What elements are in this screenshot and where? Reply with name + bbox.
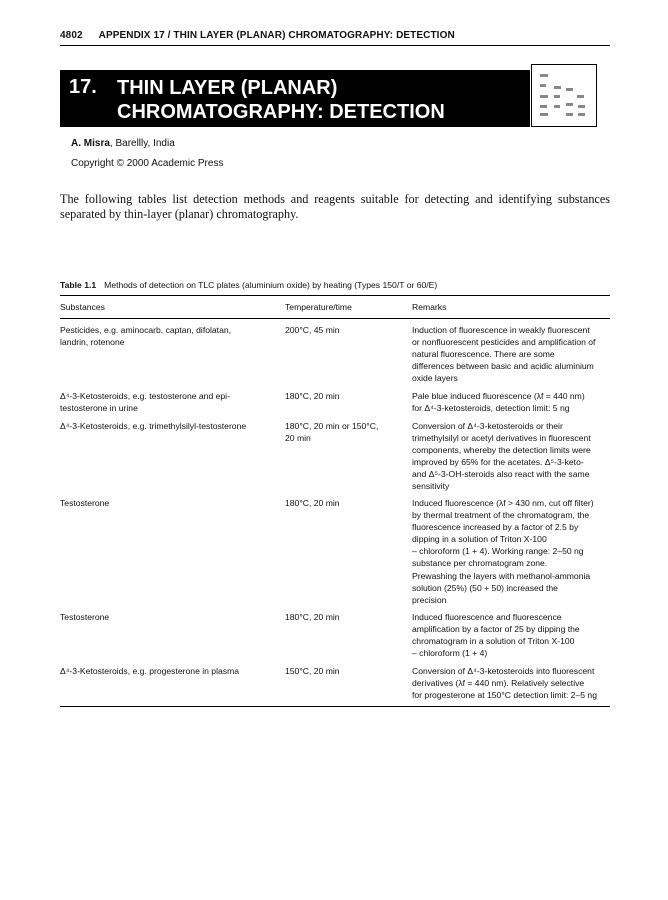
temperature-cell bbox=[285, 497, 403, 509]
cell-line: 180°C, 20 min bbox=[285, 498, 340, 508]
substance-cell bbox=[60, 324, 275, 348]
author-name: A. Misra bbox=[71, 138, 110, 149]
cell-line: components, whereby the detection limits were bbox=[412, 445, 591, 456]
temperature-cell bbox=[285, 390, 403, 402]
column-header-temperature: Temperature/time bbox=[285, 302, 352, 312]
cell-line: Δ⁴-3-Ketosteroids, e.g. trimethylsilyl-testosterone bbox=[60, 421, 247, 431]
cell-line: fluorescence increased by a factor of 2.5 by bbox=[412, 522, 579, 533]
copyright: Copyright © 2000 Academic Press bbox=[71, 158, 224, 169]
temperature-cell bbox=[285, 611, 403, 623]
cell-line: testosterone in urine bbox=[60, 403, 138, 414]
cell-line: 180°C, 20 min bbox=[285, 391, 340, 401]
cell-line: chromatogram in a solution of Triton X-100 bbox=[412, 636, 575, 647]
table-header-rule bbox=[60, 318, 610, 319]
cell-line: Δ⁴-3-Ketosteroids, e.g. testosterone and epi- bbox=[60, 391, 230, 401]
chapter-title-line-2: CHROMATOGRAPHY: DETECTION bbox=[117, 101, 445, 123]
remarks-cell bbox=[412, 497, 610, 606]
cell-line: 20 min bbox=[285, 433, 311, 444]
tlc-plate-icon bbox=[531, 64, 597, 127]
temperature-cell bbox=[285, 420, 403, 444]
cell-line: solution (25%) (50 + 50) increased the bbox=[412, 582, 558, 593]
chapter-number: 17. bbox=[69, 76, 97, 98]
cell-line: landrin, rotenone bbox=[60, 337, 125, 348]
remarks-cell bbox=[412, 611, 610, 659]
cell-line: derivatives (λf = 440 nm). Relatively selective bbox=[412, 678, 585, 689]
table-top-rule bbox=[60, 295, 610, 296]
cell-line: or nonfluorescent pesticides and amplification of bbox=[412, 337, 596, 348]
cell-line: Pale blue induced fluorescence (λf = 440 nm) bbox=[412, 391, 585, 401]
cell-line: oxide layers bbox=[412, 373, 458, 384]
cell-line: 180°C, 20 min or 150°C, bbox=[285, 421, 379, 431]
chapter-title-line-1: THIN LAYER (PLANAR) bbox=[117, 77, 338, 99]
cell-line: for Δ⁴-3-ketosteroids, detection limit: 5 ng bbox=[412, 403, 570, 414]
column-header-remarks: Remarks bbox=[412, 302, 447, 312]
cell-line: Testosterone bbox=[60, 498, 110, 508]
substance-cell bbox=[60, 420, 275, 432]
page-number: 4802 bbox=[60, 30, 83, 41]
cell-line: 180°C, 20 min bbox=[285, 612, 340, 622]
remarks-cell bbox=[412, 665, 610, 701]
column-header-substances: Substances bbox=[60, 302, 105, 312]
cell-line: Prewashing the layers with methanol-ammonia bbox=[412, 570, 591, 581]
cell-line: improved by 65% for the acetates. Δ⁵-3-keto- bbox=[412, 457, 584, 468]
running-title: APPENDIX 17 / THIN LAYER (PLANAR) CHROMATOGRAPHY: DETECTION bbox=[98, 30, 455, 41]
cell-line: and Δ⁵-3-OH-steroids also react with the same bbox=[412, 469, 590, 480]
cell-line: Conversion of Δ⁴-3-ketosteroids into fluorescent bbox=[412, 666, 595, 676]
cell-line: 200°C, 45 min bbox=[285, 325, 340, 335]
cell-line: precision bbox=[412, 594, 447, 605]
chapter-title bbox=[117, 76, 527, 124]
cell-line: Induced fluorescence and fluorescence bbox=[412, 612, 562, 622]
substance-cell bbox=[60, 390, 275, 414]
temperature-cell bbox=[285, 324, 403, 336]
running-head bbox=[60, 30, 610, 41]
table-bottom-rule bbox=[60, 706, 610, 707]
remarks-cell bbox=[412, 390, 610, 414]
chapter-title-band bbox=[60, 70, 530, 127]
cell-line: Induced fluorescence (λf > 430 nm, cut off filter) bbox=[412, 498, 594, 508]
table-caption-text: Methods of detection on TLC plates (aluminium oxide) by heating (Types 150/T or 60/E) bbox=[104, 280, 438, 290]
cell-line: sensitivity bbox=[412, 481, 450, 492]
intro-paragraph: The following tables list detection methods and reagents suitable for detecting and identifying substances separated by thin-layer (planar) chromatography. bbox=[60, 192, 610, 221]
cell-line: trimethylsilyl or acetyl derivatives in fluorescent bbox=[412, 433, 591, 444]
cell-line: Δ⁴-3-Ketosteroids, e.g. progesterone in plasma bbox=[60, 666, 240, 676]
remarks-cell bbox=[412, 324, 610, 384]
temperature-cell bbox=[285, 665, 403, 677]
table-caption bbox=[60, 280, 610, 290]
table-label: Table 1.1 bbox=[60, 280, 97, 290]
cell-line: differences between basic and acidic aluminium bbox=[412, 361, 594, 372]
cell-line: amplification by a factor of 25 by dipping the bbox=[412, 624, 580, 635]
substance-cell bbox=[60, 665, 275, 677]
cell-line: 150°C, 20 min bbox=[285, 666, 340, 676]
cell-line: natural fluorescence. There are some bbox=[412, 349, 555, 360]
cell-line: dipping in a solution of Triton X-100 bbox=[412, 534, 547, 545]
substance-cell bbox=[60, 611, 275, 623]
cell-line: Induction of fluorescence in weakly fluorescent bbox=[412, 325, 590, 335]
cell-line: for progesterone at 150°C detection limit: 2–5 ng bbox=[412, 690, 597, 701]
cell-line: Conversion of Δ⁴-3-ketosteroids or their bbox=[412, 421, 563, 431]
author-line bbox=[71, 138, 175, 149]
cell-line: substance per chromatogram zone. bbox=[412, 558, 548, 569]
author-affiliation: , Barellly, India bbox=[109, 138, 175, 149]
cell-line: Testosterone bbox=[60, 612, 110, 622]
cell-line: – chloroform (1 + 4) bbox=[412, 648, 488, 659]
header-rule bbox=[60, 45, 610, 46]
remarks-cell bbox=[412, 420, 610, 493]
cell-line: – chloroform (1 + 4). Working range: 2–50 ng bbox=[412, 546, 584, 557]
cell-line: Pesticides, e.g. aminocarb, captan, difolatan, bbox=[60, 325, 232, 335]
cell-line: by thermal treatment of the chromatogram, the bbox=[412, 510, 590, 521]
substance-cell bbox=[60, 497, 275, 509]
